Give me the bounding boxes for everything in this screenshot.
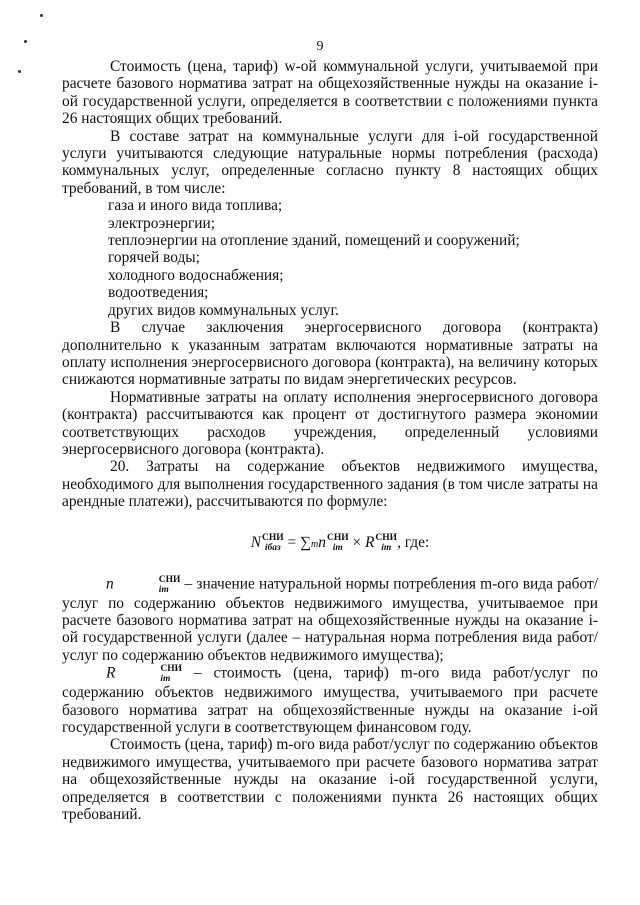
- definition-n: [62, 575, 598, 665]
- formula-lhs-indices: [262, 533, 284, 553]
- paragraph: 20. Затраты на содержание объектов недвижимого имущества, необходимого для выполнения государственного задания (в том числе затраты на арендные платежи), рассчитываются по формуле:: [62, 458, 598, 511]
- list-item: холодного водоснабжения;: [108, 266, 284, 284]
- formula-r-sup: СНИ: [375, 533, 398, 544]
- definition-n-indices: [115, 575, 181, 595]
- definition-r-text: – стоимость (цена, тариф) m-ого вида работ/услуг по содержанию объектов недвижимого имущества, учитываемого при расчете базового норматива затрат на общехозяйственные нужды на оказание i-ой государственной услуги в соответствующем финансовом году.: [62, 664, 598, 736]
- definition-r-indices: [116, 664, 182, 684]
- formula-n-indices: [327, 533, 349, 553]
- formula-n: n: [318, 533, 326, 551]
- scan-speck: [18, 70, 21, 73]
- definition-n-symbol: n: [106, 575, 114, 593]
- formula-equals: =: [287, 533, 297, 551]
- definition-r-sub: im: [160, 674, 171, 685]
- list-item: электроэнергии;: [108, 214, 216, 232]
- definition-n-text: – значение натуральной нормы потребления m-ого вида работ/услуг по содержанию объектов недвижимого имущества, учитываемое при расчете базового норматива затрат на общехозяйственные нужды на оказание i-ой государственной услуги (далее – натуральная норма потребления вида работ/услуг по содержанию объектов недвижимого имущества);: [62, 575, 598, 664]
- paragraph: В составе затрат на коммунальные услуги для i-ой государственной услуги учитываются следующие натуральные нормы потребления (расхода) коммунальных услуг, определенные согласно пункту 8 настоящих общих требований, в том числе:: [62, 127, 598, 197]
- formula-lhs-sub: iбаз: [264, 543, 281, 554]
- formula-times: ×: [352, 533, 362, 551]
- definition-r-sup: СНИ: [160, 664, 183, 675]
- paragraph: Нормативные затраты на оплату исполнения энергосервисного договора (контракта) рассчитываются как процент от достигнутого размера экономии соответствующих расходов учреждения, определенный условиями энергосервисного договора (контракта).: [62, 388, 598, 458]
- scan-speck: [40, 14, 43, 17]
- formula-sum: ∑: [300, 533, 312, 551]
- formula-sum-sub: m: [311, 538, 319, 550]
- list-item: других видов коммунальных услуг.: [108, 301, 339, 319]
- formula-n-sub: im: [332, 543, 343, 554]
- formula-r-indices: [375, 533, 397, 553]
- list-item: газа и иного вида топлива;: [108, 197, 283, 215]
- formula: [62, 533, 598, 553]
- formula-r: R: [365, 533, 375, 551]
- paragraph: Стоимость (цена, тариф) m-ого вида работ/услуг по содержанию объектов недвижимого имущества, учитываемого при расчете базового норматива затрат на общехозяйственные нужды на оказание i-ой государственной услуги, определяется в соответствии с положениями пункта 26 настоящих общих требований.: [62, 736, 598, 824]
- definition-n-sub: im: [158, 584, 169, 595]
- formula-r-sub: im: [381, 543, 392, 554]
- list-item: горячей воды;: [108, 249, 200, 267]
- definition-r: [62, 664, 598, 736]
- definition-n-sup: СНИ: [158, 574, 181, 585]
- page-number: 9: [316, 39, 324, 54]
- definition-r-symbol: R: [106, 664, 116, 682]
- list-item: водоотведения;: [108, 284, 209, 302]
- document-body: [62, 58, 598, 823]
- paragraph: Стоимость (цена, тариф) w-ой коммунальной услуги, учитываемой при расчете базового норматива затрат на общехозяйственные нужды на оказание i-ой государственной услуги, определяется в соответствии с положениями пункта 26 настоящих общих требований.: [62, 58, 598, 128]
- list-item: теплоэнергии на отопление зданий, помещений и сооружений;: [108, 232, 520, 250]
- formula-n-sup: СНИ: [326, 533, 349, 544]
- formula-tail: , где:: [397, 533, 430, 551]
- paragraph: В случае заключения энергосервисного договора (контракта) дополнительно к указанным затратам включаются нормативные затраты на оплату исполнения энергосервисного договора (контракта), на величину которых снижаются нормативные затраты по видам энергетических ресурсов.: [62, 319, 598, 389]
- formula-lhs-sup: СНИ: [262, 533, 284, 544]
- formula-lhs: N: [250, 533, 261, 551]
